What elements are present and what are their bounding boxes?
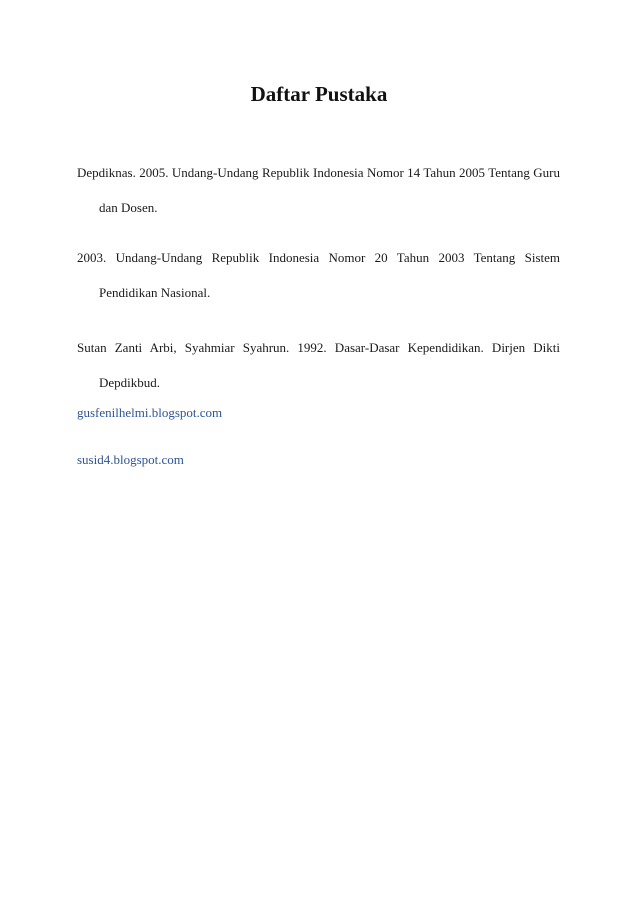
reference-line-continued: Pendidikan Nasional. (99, 285, 211, 300)
reference-line-continued: Depdikbud. (99, 375, 161, 390)
reference-link-gusfenilhelmi[interactable]: gusfenilhelmi.blogspot.com (77, 405, 223, 420)
reference-line: Depdiknas. 2005. Undang-Undang Republik Indonesia Nomor 14 Tahun 2005 Tentang Guru (77, 165, 560, 180)
reference-line: Sutan Zanti Arbi, Syahmiar Syahrun. 1992. Dasar-Dasar Kependidikan. Dirjen Dikti (77, 340, 560, 355)
reference-line-continued: dan Dosen. (99, 200, 158, 215)
reference-line: 2003. Undang-Undang Republik Indonesia Nomor 20 Tahun 2003 Tentang Sistem (77, 250, 560, 265)
page-title: Daftar Pustaka (250, 82, 388, 106)
reference-entry-sutan-zanti-arbi (77, 330, 560, 400)
reference-link-susid4[interactable]: susid4.blogspot.com (77, 452, 184, 467)
reference-entry-uu-sisdiknas (77, 240, 560, 310)
reference-entry-depdiknas (77, 155, 560, 225)
